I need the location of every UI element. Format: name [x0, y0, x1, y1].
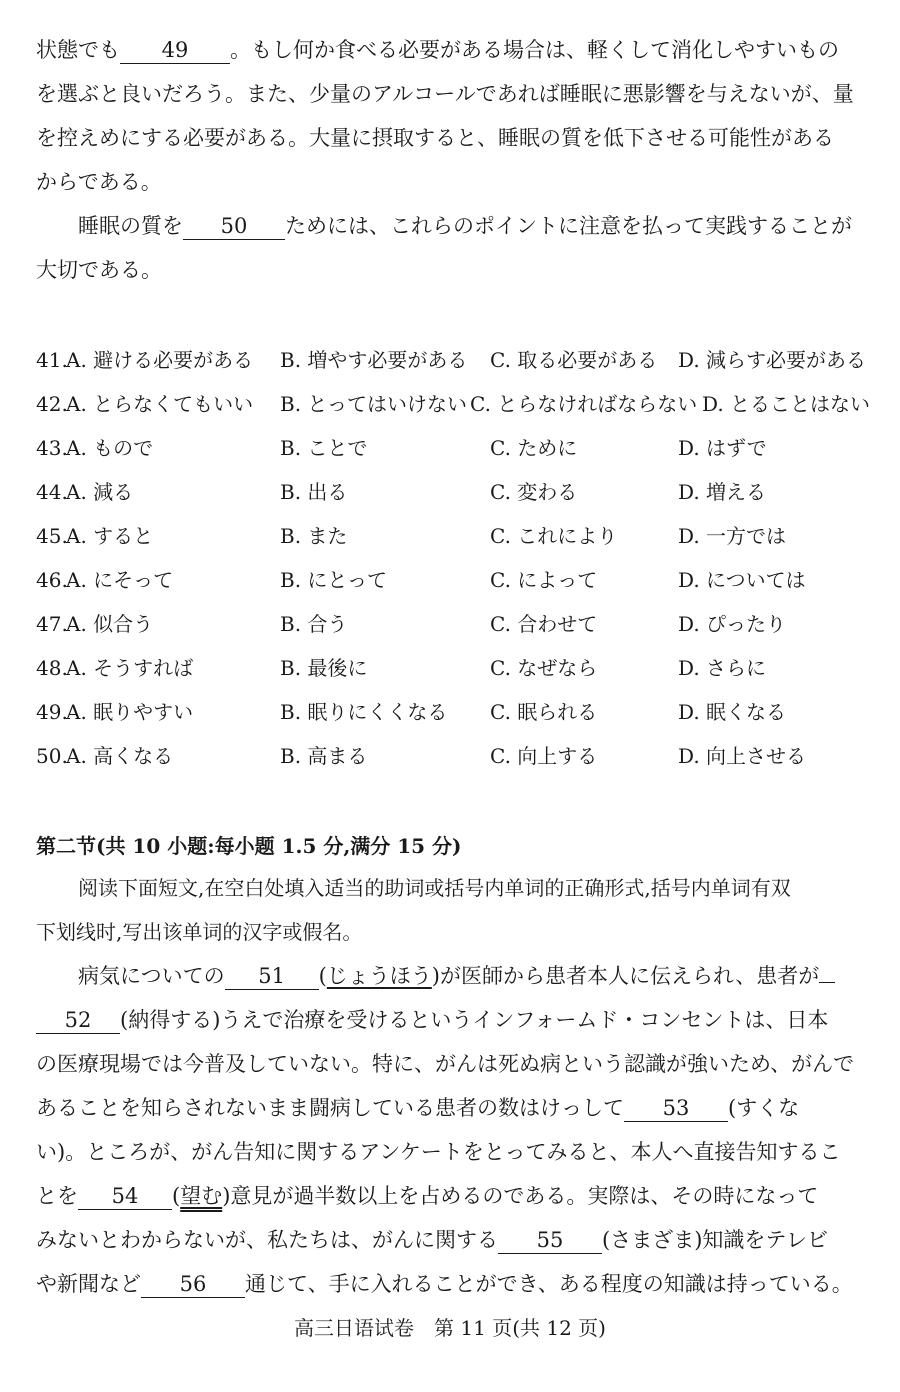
- option-d: D. とることはない: [702, 392, 871, 416]
- passage-text: 通じて、手に入れることができ、ある程度の知識は持っている。: [245, 1272, 853, 1296]
- option-b: B. 出る: [280, 480, 348, 504]
- blank-50: 50: [183, 213, 285, 240]
- single-underlined-word: じょうほう: [326, 964, 432, 988]
- passage-line: [36, 204, 872, 248]
- option-d: D. については: [678, 568, 806, 592]
- option-d: D. さらに: [678, 656, 767, 680]
- passage-text: (: [318, 964, 327, 988]
- blank-51: 51: [225, 963, 319, 990]
- option-a: A. にそって: [66, 568, 174, 592]
- page-footer: 高三日语试卷 第 11 页(共 12 页): [294, 1316, 606, 1340]
- blank-55: 55: [498, 1227, 602, 1254]
- section-title: 第二节(共 10 小题:每小题 1.5 分,满分 15 分): [36, 834, 462, 858]
- option-c: C. 向上する: [490, 744, 598, 768]
- option-a: A. 似合う: [66, 612, 154, 636]
- passage-text: (すくな: [728, 1096, 800, 1120]
- passage-text: とを: [36, 1184, 78, 1208]
- blank-49: 49: [120, 37, 230, 64]
- option-a: A. もので: [66, 436, 154, 460]
- passage-text: みないとわからないが、私たちは、がんに関する: [36, 1228, 498, 1252]
- option-row-47: [36, 602, 876, 646]
- passage-text: )意見が過半数以上を占めるのである。実際は、その時になって: [222, 1184, 819, 1208]
- section-instructions: [36, 866, 872, 954]
- option-c: C. 合わせて: [490, 612, 598, 636]
- option-row-44: [36, 470, 876, 514]
- option-c: C. によって: [490, 568, 598, 592]
- question-number: 47.: [36, 612, 68, 636]
- option-d: D. 一方では: [678, 524, 787, 548]
- option-c: C. なぜなら: [490, 656, 598, 680]
- option-row-43: [36, 426, 876, 470]
- option-row-49: [36, 690, 876, 734]
- option-c: C. これにより: [490, 524, 618, 548]
- option-c: C. 変わる: [490, 480, 578, 504]
- option-c: C. ために: [490, 436, 578, 460]
- question-number: 43.: [36, 436, 68, 460]
- passage-line: からである。: [36, 170, 162, 194]
- option-a: A. 高くなる: [66, 744, 174, 768]
- passage-text: (さまざま)知識をテレビ: [602, 1228, 828, 1252]
- passage-text: 状態でも: [36, 38, 120, 62]
- passage-text: あることを知らされないまま闘病している患者の数はけっして: [36, 1096, 624, 1120]
- option-b: B. ことで: [280, 436, 368, 460]
- blank-52: 52: [36, 1007, 120, 1034]
- option-row-48: [36, 646, 876, 690]
- option-c: C. とらなければならない: [470, 392, 698, 416]
- option-b: B. 最後に: [280, 656, 368, 680]
- option-d: D. 減らす必要がある: [678, 348, 867, 372]
- question-number: 48.: [36, 656, 68, 680]
- option-a: A. 減る: [66, 480, 134, 504]
- question-number: 42.: [36, 392, 68, 416]
- passage-line: [36, 954, 872, 998]
- option-b: B. 合う: [280, 612, 348, 636]
- passage-line: [36, 1218, 872, 1262]
- passage-line: い)。ところが、がん告知に関するアンケートをとってみると、本人へ直接告知するこ: [36, 1140, 841, 1164]
- option-row-50: [36, 734, 876, 778]
- passage-line: を選ぶと良いだろう。また、少量のアルコールであれば睡眠に悪影響を与えないが、量: [36, 82, 854, 106]
- question-number: 45.: [36, 524, 68, 548]
- passage-line: [36, 1086, 872, 1130]
- passage-text: ためには、これらのポイントに注意を払って実践することが: [285, 214, 852, 238]
- option-row-42: [36, 382, 876, 426]
- passage-line: を控えめにする必要がある。大量に摂取すると、睡眠の質を低下させる可能性がある: [36, 126, 834, 150]
- question-number: 50.: [36, 744, 68, 768]
- blank-52-start: [819, 982, 835, 983]
- question-number: 41.: [36, 348, 68, 372]
- question-number: 46.: [36, 568, 68, 592]
- option-c: C. 取る必要がある: [490, 348, 658, 372]
- option-d: D. ぴったり: [678, 612, 787, 636]
- passage-line: [36, 998, 872, 1042]
- passage-text: 睡眠の質を: [78, 214, 183, 238]
- option-a: A. 眠りやすい: [66, 700, 194, 724]
- passage-text: (納得する)うえで治療を受けるというインフォームド・コンセントは、日本: [120, 1008, 829, 1032]
- passage-text: (: [172, 1184, 181, 1208]
- passage-text: 病気についての: [78, 964, 225, 988]
- passage-line: 大切である。: [36, 258, 162, 282]
- option-b: B. また: [280, 524, 348, 548]
- double-underlined-word: 望む: [180, 1184, 223, 1208]
- option-a: A. すると: [66, 524, 154, 548]
- question-number: 44.: [36, 480, 68, 504]
- option-b: B. にとって: [280, 568, 388, 592]
- blank-56: 56: [141, 1271, 245, 1298]
- option-c: C. 眠られる: [490, 700, 598, 724]
- option-a: A. とらなくてもいい: [66, 392, 254, 416]
- answer-options: [36, 338, 876, 778]
- option-b: B. 増やす必要がある: [280, 348, 468, 372]
- option-a: A. 避ける必要がある: [66, 348, 254, 372]
- passage-text: 。もし何か食べる必要がある場合は、軽くして消化しやすいもの: [230, 38, 839, 62]
- passage-line: [36, 1174, 872, 1218]
- instruction-line: 下划线时,写出该单词的汉字或假名。: [36, 920, 363, 944]
- option-b: B. 高まる: [280, 744, 368, 768]
- option-b: B. 眠りにくくなる: [280, 700, 448, 724]
- option-b: B. とってはいけない: [280, 392, 468, 416]
- blank-54: 54: [78, 1183, 172, 1210]
- option-d: D. 眠くなる: [678, 700, 787, 724]
- reading-passage-1: [36, 28, 872, 292]
- passage-line: [36, 28, 872, 72]
- option-a: A. そうすれば: [66, 656, 194, 680]
- instruction-line: 阅读下面短文,在空白处填入适当的助词或括号内单词的正确形式,括号内单词有双: [78, 876, 791, 900]
- option-row-41: [36, 338, 876, 382]
- passage-line: の医療現場では今普及していない。特に、がんは死ぬ病という認識が強いため、がんで: [36, 1052, 855, 1076]
- option-d: D. 向上させる: [678, 744, 807, 768]
- option-d: D. はずで: [678, 436, 767, 460]
- question-number: 49.: [36, 700, 68, 724]
- passage-text: や新聞など: [36, 1272, 141, 1296]
- passage-text: ): [431, 964, 440, 988]
- option-row-46: [36, 558, 876, 602]
- option-row-45: [36, 514, 876, 558]
- option-d: D. 増える: [678, 480, 767, 504]
- blank-53: 53: [624, 1095, 728, 1122]
- passage-text: が医師から患者本人に伝えられ、患者が: [440, 964, 820, 988]
- reading-passage-2: [36, 954, 872, 1306]
- passage-line: [36, 1262, 872, 1306]
